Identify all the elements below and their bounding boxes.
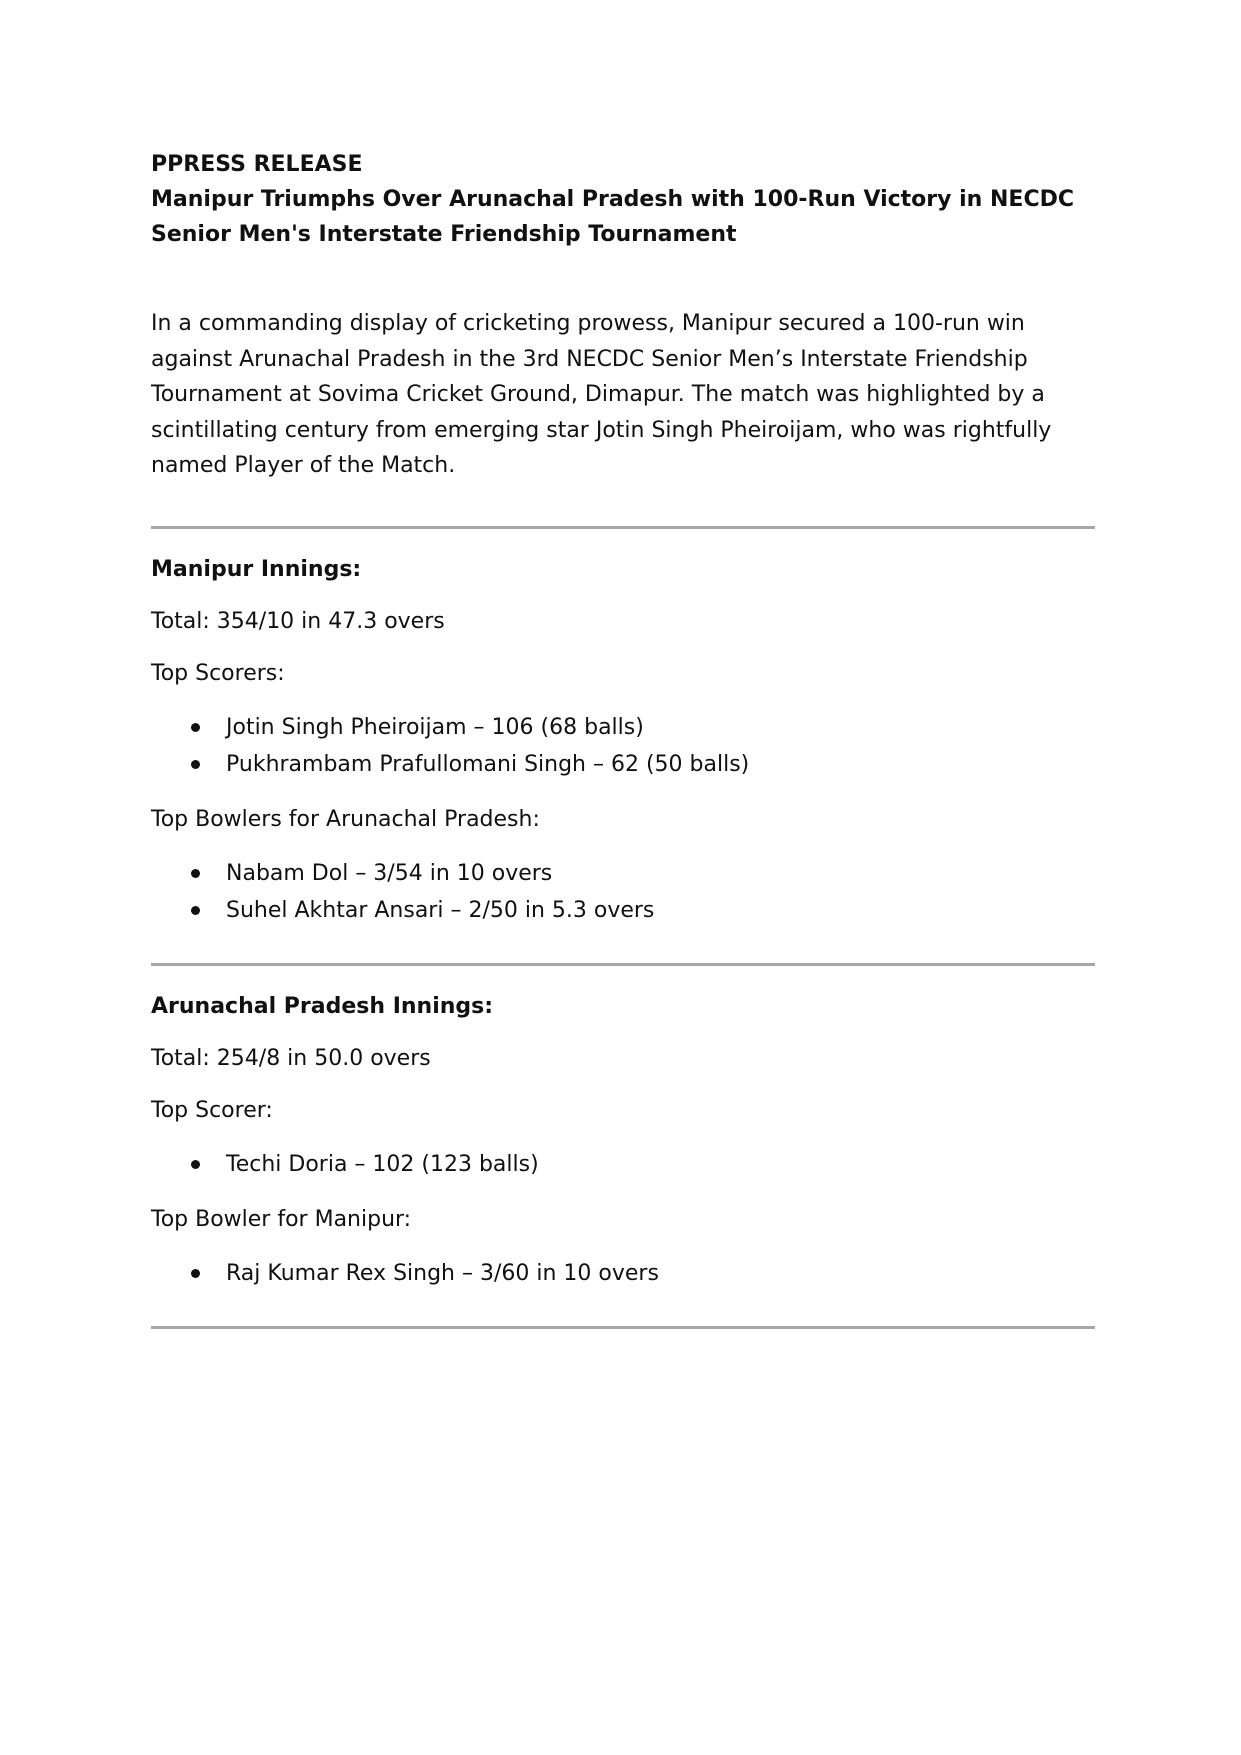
press-release-label: PPRESS RELEASE [151, 152, 363, 177]
section-divider [151, 526, 1095, 529]
list-item-text: Suhel Akhtar Ansari – 2/50 in 5.3 overs [226, 897, 655, 923]
bullet-icon [191, 869, 200, 878]
section-title-manipur: Manipur Innings: [151, 556, 362, 582]
top-bowler-list-arunachal [151, 1255, 1095, 1292]
bullet-icon [191, 1269, 200, 1278]
top-bowler-label-arunachal: Top Bowler for Manipur: [151, 1206, 412, 1232]
headline: Manipur Triumphs Over Arunachal Pradesh with 100-Run Victory in NECDC Senior Men's Interstate Friendship Tournament [151, 187, 1075, 247]
bullet-icon [191, 760, 200, 769]
top-scorers-label-manipur: Top Scorers: [151, 660, 285, 686]
list-item [151, 855, 1095, 892]
section-divider [151, 963, 1095, 966]
list-item [151, 892, 1095, 929]
bullet-icon [191, 906, 200, 915]
top-scorers-list-manipur [151, 709, 1095, 783]
top-scorer-label-arunachal: Top Scorer: [151, 1097, 273, 1123]
bullet-icon [191, 723, 200, 732]
list-item-text: Raj Kumar Rex Singh – 3/60 in 10 overs [226, 1260, 659, 1286]
manipur-innings-section [151, 555, 1095, 929]
list-item [151, 709, 1095, 746]
document-page [151, 148, 1095, 1329]
top-scorer-list-arunachal [151, 1146, 1095, 1183]
bullet-icon [191, 1160, 200, 1169]
list-item [151, 1146, 1095, 1183]
arunachal-innings-section [151, 992, 1095, 1292]
total-arunachal: Total: 254/8 in 50.0 overs [151, 1045, 431, 1071]
list-item-text: Nabam Dol – 3/54 in 10 overs [226, 860, 553, 886]
section-divider [151, 1326, 1095, 1329]
intro-paragraph: In a commanding display of cricketing prowess, Manipur secured a 100-run win against Arunachal Pradesh in the 3rd NECDC Senior Men’s Interstate Friendship Tournament at Sovima Cricket Ground, Dimapur. The match was highlighted by a scintillating century from emerging star Jotin Singh Pheiroijam, who was rightfully named Player of the Match. [151, 311, 1052, 478]
section-title-arunachal: Arunachal Pradesh Innings: [151, 993, 494, 1019]
total-manipur: Total: 354/10 in 47.3 overs [151, 608, 445, 634]
list-item-text: Techi Doria – 102 (123 balls) [226, 1151, 539, 1177]
list-item-text: Pukhrambam Prafullomani Singh – 62 (50 balls) [226, 751, 750, 777]
list-item [151, 746, 1095, 783]
top-bowlers-label-manipur: Top Bowlers for Arunachal Pradesh: [151, 806, 540, 832]
top-bowlers-list-manipur [151, 855, 1095, 929]
list-item [151, 1255, 1095, 1292]
list-item-text: Jotin Singh Pheiroijam – 106 (68 balls) [226, 714, 644, 740]
